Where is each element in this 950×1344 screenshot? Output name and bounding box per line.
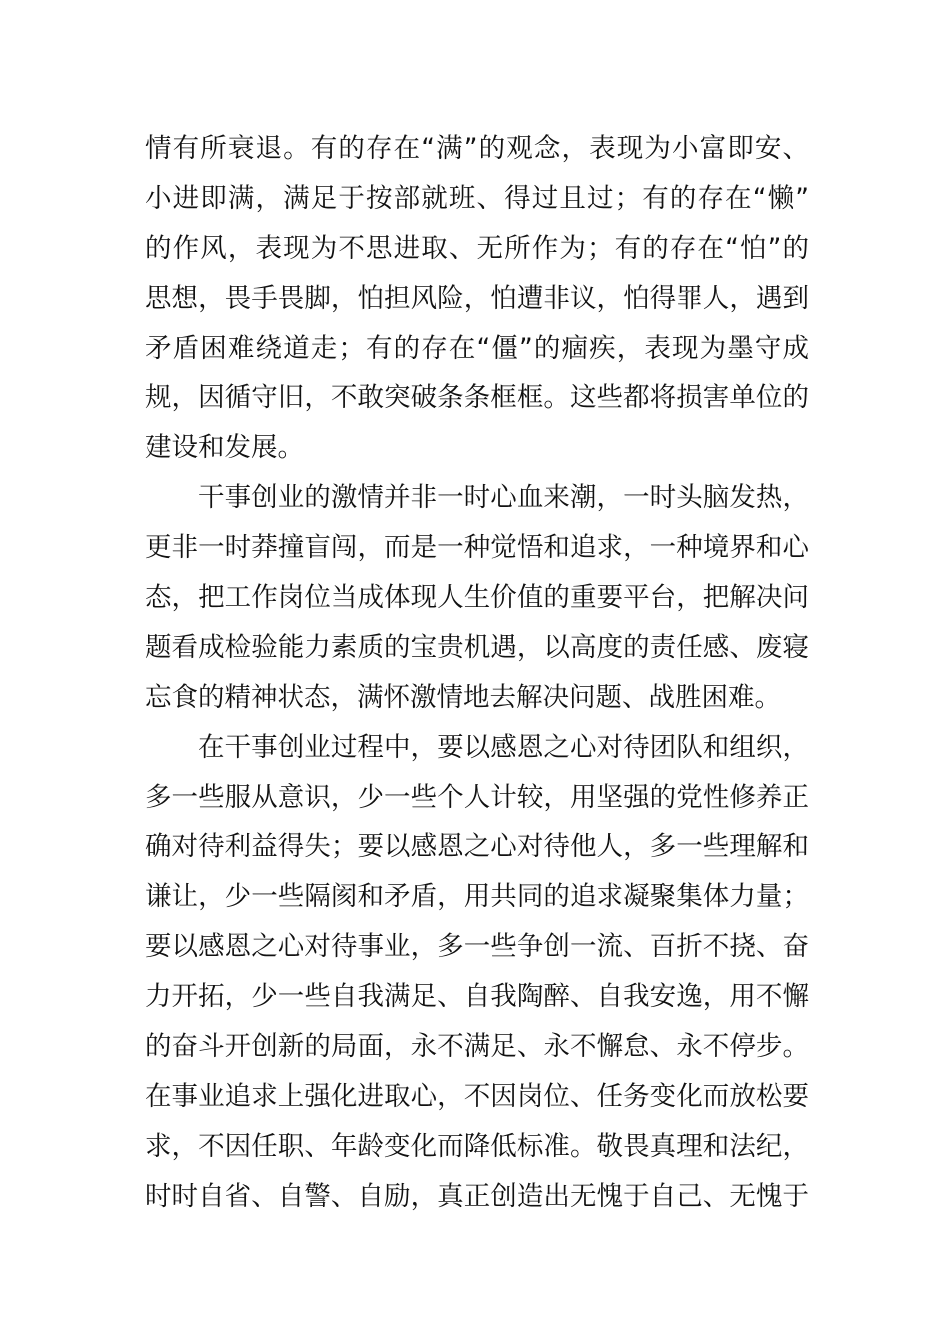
text-line: 规，因循守旧，不敢突破条条框框。这些都将损害单位的 — [145, 382, 809, 414]
text-line: 时时自省、自警、自励，真正创造出无愧于自己、无愧于 — [145, 1180, 809, 1212]
text-line-paragraph-start: 干事创业的激情并非一时心血来潮，一时头脑发热， — [198, 482, 809, 514]
text-line: 态，把工作岗位当成体现人生价值的重要平台，把解决问 — [145, 582, 809, 614]
text-line-paragraph-end: 忘食的精神状态，满怀激情地去解决问题、战胜困难。 — [145, 681, 781, 713]
text-line: 多一些服从意识，少一些个人计较，用坚强的党性修养正 — [145, 781, 809, 813]
text-line: 情有所衰退。有的存在“满”的观念，表现为小富即安、 — [145, 133, 809, 164]
text-line: 谦让，少一些隔阂和矛盾，用共同的追求凝聚集体力量； — [145, 881, 809, 913]
text-line: 力开拓，少一些自我满足、自我陶醉、自我安逸，用不懈 — [145, 981, 809, 1013]
text-line: 矛盾困难绕道走；有的存在“僵”的痼疾，表现为墨守成 — [145, 332, 809, 364]
text-line: 的奋斗开创新的局面，永不满足、永不懈怠、永不停步。 — [145, 1031, 809, 1063]
text-line: 更非一时莽撞盲闯，而是一种觉悟和追求，一种境界和心 — [145, 532, 809, 564]
text-line: 要以感恩之心对待事业，多一些争创一流、百折不挠、奋 — [145, 931, 809, 963]
text-line: 确对待利益得失；要以感恩之心对待他人，多一些理解和 — [145, 831, 809, 863]
text-line: 在事业追求上强化进取心，不因岗位、任务变化而放松要 — [145, 1080, 809, 1112]
text-line: 思想，畏手畏脚，怕担风险，怕遭非议，怕得罪人，遇到 — [145, 282, 809, 314]
body-text — [145, 124, 809, 1222]
text-line-paragraph-start: 在干事创业过程中，要以感恩之心对待团队和组织， — [198, 731, 809, 763]
text-line: 题看成检验能力素质的宝贵机遇，以高度的责任感、废寝 — [145, 631, 809, 663]
text-line: 的作风，表现为不思进取、无所作为；有的存在“怕”的 — [145, 232, 809, 264]
text-line: 求，不因任职、年龄变化而降低标准。敬畏真理和法纪， — [145, 1130, 809, 1162]
text-line: 小进即满，满足于按部就班、得过且过；有的存在“懒” — [145, 182, 809, 214]
text-line-paragraph-end: 建设和发展。 — [145, 432, 304, 464]
